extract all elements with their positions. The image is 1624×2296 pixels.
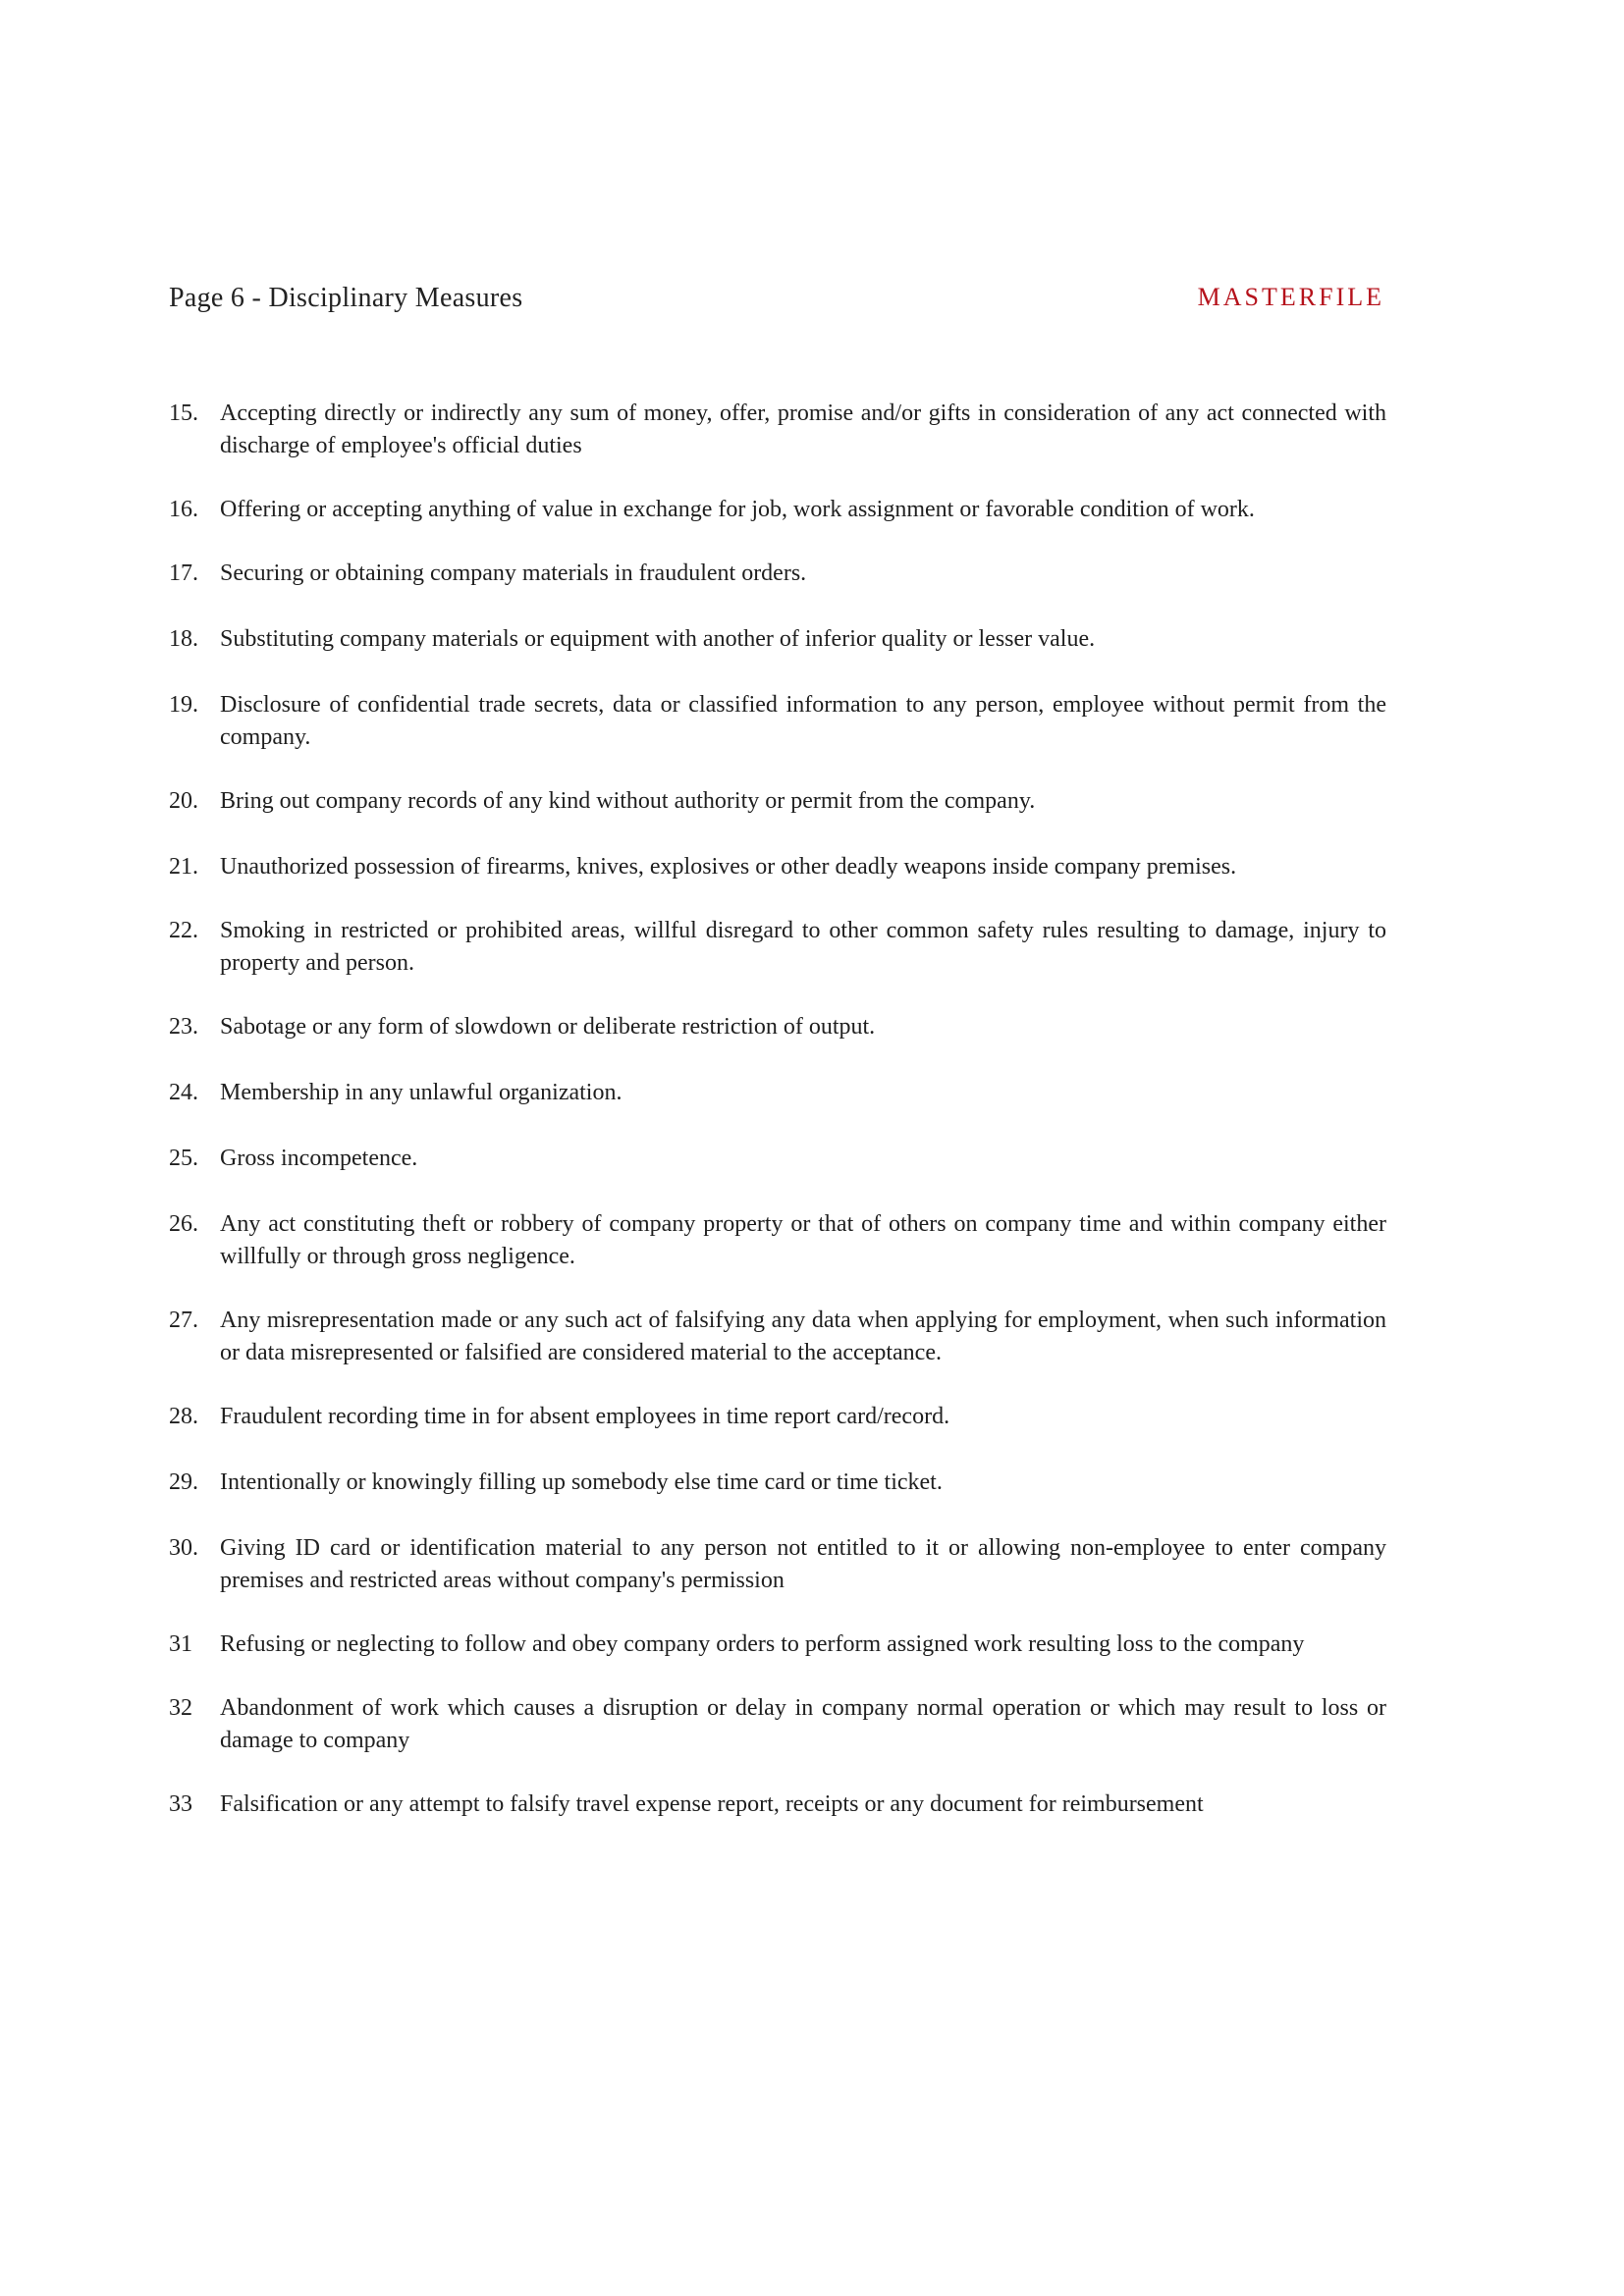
list-item: [169, 1305, 1386, 1369]
page-title: Page 6 - Disciplinary Measures: [169, 283, 523, 313]
list-item-text: Bring out company records of any kind without authority or permit from the company.: [220, 788, 1036, 814]
list-item: [169, 623, 1386, 656]
list-item-number: 21.: [169, 854, 198, 880]
list-item-number: 16.: [169, 497, 198, 522]
list-item-number: 28.: [169, 1404, 198, 1429]
list-item-text: Substituting company materials or equipment with another of inferior quality or lesser value.: [220, 626, 1096, 652]
page-header: [169, 283, 1384, 322]
list-item-text: Falsification or any attempt to falsify travel expense report, receipts or any document for reimbursement: [220, 1791, 1204, 1817]
list-item-number: 24.: [169, 1080, 198, 1105]
list-item-number: 26.: [169, 1211, 198, 1237]
list-item: [169, 1467, 1386, 1499]
list-item: [169, 1077, 1386, 1109]
list-item-text: Accepting directly or indirectly any sum of money, offer, promise and/or gifts in consideration of any act connected with discharge of employee's official duties: [220, 400, 1386, 458]
list-item-number: 22.: [169, 918, 198, 943]
list-item-text: Securing or obtaining company materials in fraudulent orders.: [220, 561, 807, 586]
list-item-text: Refusing or neglecting to follow and obey company orders to perform assigned work resulting loss to the company: [220, 1631, 1305, 1657]
list-item: [169, 1208, 1386, 1273]
list-item-number: 17.: [169, 561, 198, 586]
list-item-text: Intentionally or knowingly filling up somebody else time card or time ticket.: [220, 1469, 943, 1495]
list-item-number: 32: [169, 1695, 192, 1721]
list-item-text: Fraudulent recording time in for absent employees in time report card/record.: [220, 1404, 950, 1429]
list-item-text: Any act constituting theft or robbery of company property or that of others on company time and within company either willfully or through gross negligence.: [220, 1211, 1386, 1269]
list-item-number: 19.: [169, 692, 198, 718]
list-item-text: Smoking in restricted or prohibited areas, willful disregard to other common safety rules resulting to damage, injury to property and person.: [220, 918, 1386, 976]
list-item: [169, 398, 1386, 462]
list-item: [169, 689, 1386, 754]
list-item: [169, 1143, 1386, 1175]
list-item: [169, 1692, 1386, 1757]
list-item: [169, 851, 1386, 883]
list-item-number: 25.: [169, 1146, 198, 1171]
list-item: [169, 1401, 1386, 1433]
list-item-text: Sabotage or any form of slowdown or deliberate restriction of output.: [220, 1014, 876, 1040]
list-item-number: 15.: [169, 400, 198, 426]
list-item-text: Abandonment of work which causes a disruption or delay in company normal operation or which may result to loss or damage to company: [220, 1695, 1386, 1753]
list-item: [169, 1789, 1386, 1821]
disciplinary-offenses-list: [169, 398, 1386, 1852]
list-item-text: Membership in any unlawful organization.: [220, 1080, 623, 1105]
list-item-number: 31: [169, 1631, 192, 1657]
list-item-text: Disclosure of confidential trade secrets, data or classified information to any person, employee without permit from the company.: [220, 692, 1386, 750]
list-item: [169, 785, 1386, 818]
list-item-number: 30.: [169, 1535, 198, 1561]
list-item: [169, 1629, 1386, 1661]
list-item: [169, 1532, 1386, 1597]
list-item-text: Gross incompetence.: [220, 1146, 418, 1171]
list-item-number: 33: [169, 1791, 192, 1817]
list-item-number: 27.: [169, 1308, 198, 1333]
list-item-number: 29.: [169, 1469, 198, 1495]
list-item: [169, 558, 1386, 590]
brand-logo-text: MASTERFILE: [1197, 283, 1384, 311]
list-item: [169, 494, 1386, 526]
list-item-number: 20.: [169, 788, 198, 814]
list-item-text: Unauthorized possession of firearms, knives, explosives or other deadly weapons inside company premises.: [220, 854, 1237, 880]
list-item-text: Offering or accepting anything of value in exchange for job, work assignment or favorable condition of work.: [220, 497, 1255, 522]
list-item-text: Any misrepresentation made or any such act of falsifying any data when applying for employment, when such information or data misrepresented or falsified are considered material to the acceptance.: [220, 1308, 1386, 1365]
list-item-number: 18.: [169, 626, 198, 652]
list-item: [169, 915, 1386, 980]
list-item-text: Giving ID card or identification material to any person not entitled to it or allowing non-employee to enter company premises and restricted areas without company's permission: [220, 1535, 1386, 1593]
list-item-number: 23.: [169, 1014, 198, 1040]
list-item: [169, 1011, 1386, 1043]
